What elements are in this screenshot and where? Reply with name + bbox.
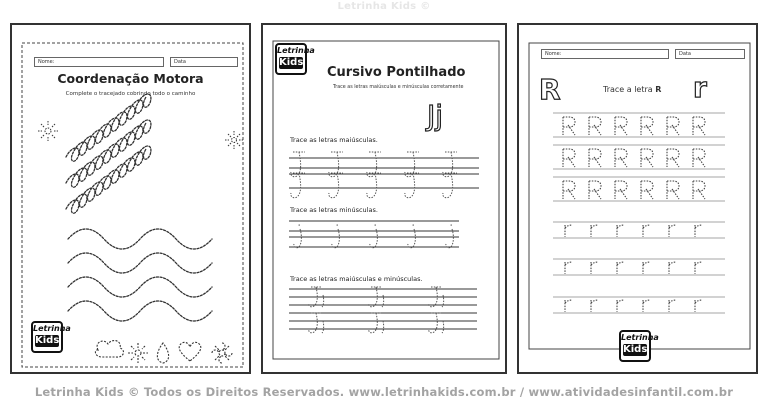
- sun-doodle-top-left: [38, 121, 58, 141]
- sheet2-title: Cursivo Pontilhado: [327, 65, 466, 80]
- instruction-letter: R: [655, 85, 662, 94]
- sheet2-subtitle: Trace as letras maiúsculas e minúsculas corretamente: [333, 85, 464, 90]
- sheet1-subtitle: Complete o tracejado cobrindo todo o caminho: [65, 91, 196, 97]
- logo-line1: Letrinha: [621, 333, 659, 342]
- logo-line2: Kids: [623, 344, 648, 355]
- date-field[interactable]: [170, 57, 238, 67]
- sun-doodle-top-right: [225, 131, 243, 149]
- bottom-doodles: [95, 341, 232, 363]
- date-field[interactable]: [675, 49, 745, 59]
- instruction-text: Trace a letra: [603, 85, 653, 94]
- date-label: Data: [679, 51, 691, 57]
- logo-line1: Letrinha: [277, 46, 315, 55]
- big-letters-jj: Jj: [427, 99, 444, 132]
- date-label: Data: [174, 59, 186, 65]
- logo-line2: Kids: [279, 57, 304, 68]
- big-letter-lower: r: [693, 71, 707, 104]
- worksheet-coordenacao-motora[interactable]: [10, 23, 251, 374]
- section-lowercase-label: Trace as letras minúsculas.: [290, 206, 378, 214]
- letrinha-kids-logo: [275, 43, 315, 75]
- sheet1-title: Coordenação Motora: [57, 71, 204, 86]
- letrinha-kids-logo: [619, 330, 659, 362]
- name-field[interactable]: [541, 49, 669, 59]
- instruction: [603, 85, 661, 94]
- footer-copyright: Letrinha Kids © Todos os Direitos Reservados. www.letrinhakids.com.br / www.atividadesinfantil.com.br: [34, 385, 734, 399]
- logo-line1: Letrinha: [33, 324, 71, 333]
- name-label: Nome:: [38, 59, 55, 65]
- watermark: Letrinha Kids ©: [337, 1, 431, 12]
- section-uppercase-label: Trace as letras maiúsculas.: [290, 136, 378, 144]
- section-mixed-label: Trace as letras maiúsculas e minúsculas.: [290, 275, 423, 283]
- worksheet-cursivo-pontilhado[interactable]: [261, 23, 507, 374]
- logo-line2: Kids: [35, 335, 60, 346]
- name-field[interactable]: [34, 57, 164, 67]
- worksheet-letra-r[interactable]: [517, 23, 758, 374]
- name-label: Nome:: [545, 51, 562, 57]
- letrinha-kids-logo: [31, 321, 71, 353]
- big-letter-upper: R: [539, 73, 561, 106]
